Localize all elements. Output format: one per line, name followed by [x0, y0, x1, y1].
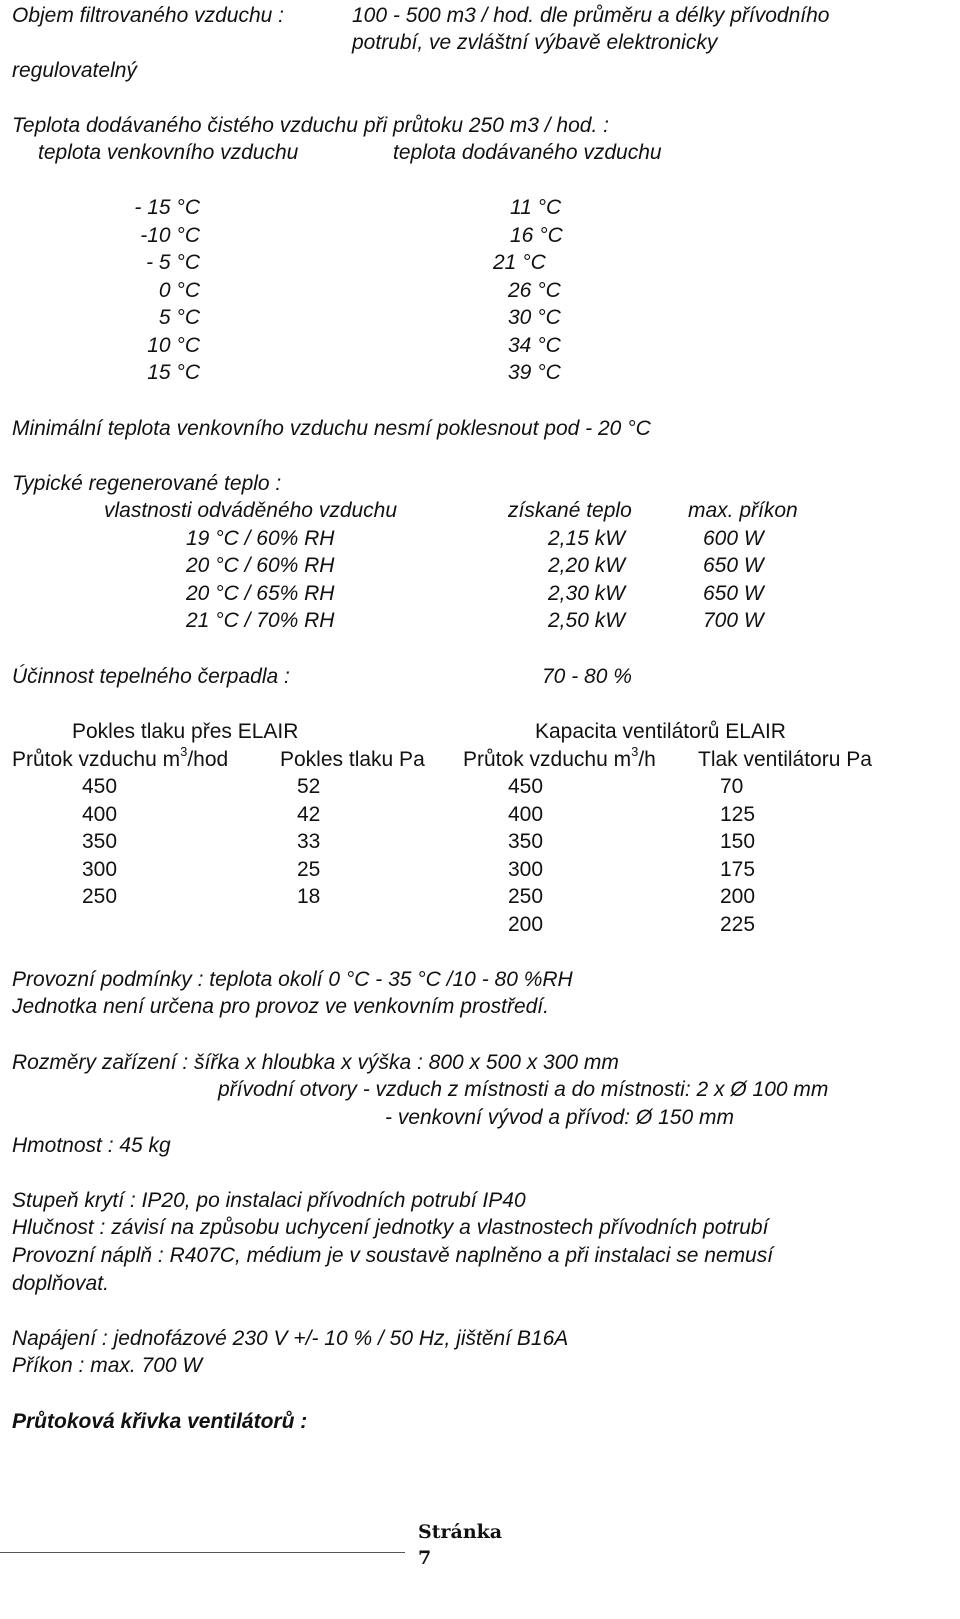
- fan-capacity-title: Kapacita ventilátorů ELAIR: [535, 720, 786, 743]
- airflow-cell: 400: [82, 803, 118, 826]
- dimensions-line: Rozměry zařízení : šířka x hloubka x výška : 800 x 500 x 300 mm: [12, 1051, 619, 1074]
- recovered-heat-cell: 2,30 kW: [548, 582, 626, 605]
- outdoor-temp-cell: 15 °C: [147, 361, 200, 384]
- airflow-cell: 300: [82, 858, 118, 881]
- fan-pressure-cell: 175: [720, 858, 756, 881]
- pressure-drop-cell: 25: [297, 858, 321, 881]
- fan-airflow-cell: 450: [508, 775, 544, 798]
- filtered-air-value-line3: regulovatelný: [12, 59, 137, 82]
- fan-curve-heading: Průtoková křivka ventilátorů :: [12, 1410, 308, 1433]
- exhaust-props-cell: 21 °C / 70% RH: [186, 609, 335, 632]
- footer-divider: [0, 1552, 405, 1553]
- ip-rating-line: Stupeň krytí : IP20, po instalaci přívodních potrubí IP40: [12, 1189, 526, 1212]
- col-supply-temp: teplota dodávaného vzduchu: [393, 141, 662, 164]
- col-outdoor-temp: teplota venkovního vzduchu: [38, 141, 299, 164]
- max-power-cell: 650 W: [703, 582, 764, 605]
- outdoor-temp-cell: -10 °C: [140, 224, 200, 247]
- min-temp-note: Minimální teplota venkovního vzduchu nesmí poklesnout pod - 20 °C: [12, 417, 651, 440]
- efficiency-value: 70 - 80 %: [542, 665, 632, 688]
- supply-temp-cell: 39 °C: [508, 361, 561, 384]
- fan-pressure-cell: 150: [720, 830, 756, 853]
- fan-pressure-cell: 70: [720, 775, 744, 798]
- filtered-air-value-line1: 100 - 500 m3 / hod. dle průměru a délky přívodního: [352, 4, 830, 27]
- recovered-heat-cell: 2,15 kW: [548, 527, 626, 550]
- filtered-air-label: Objem filtrovaného vzduchu :: [12, 4, 284, 27]
- recovered-heat-cell: 2,20 kW: [548, 554, 626, 577]
- page-label: Stránka: [418, 1521, 503, 1543]
- pressure-drop-title: Pokles tlaku přes ELAIR: [72, 720, 299, 743]
- fan-airflow-cell: 400: [508, 803, 544, 826]
- pressure-drop-cell: 42: [297, 803, 321, 826]
- fan-pressure-cell: 200: [720, 885, 756, 908]
- outdoor-temp-cell: 10 °C: [147, 334, 200, 357]
- supply-temp-cell: 16 °C: [510, 224, 563, 247]
- outdoor-temp-cell: - 5 °C: [146, 251, 200, 274]
- col-exhaust-props: vlastnosti odváděného vzduchu: [104, 499, 398, 522]
- outdoor-temp-cell: 5 °C: [158, 306, 200, 329]
- pressure-drop-cell: 33: [297, 830, 321, 853]
- supply-temp-cell: 21 °C: [493, 251, 546, 274]
- airflow-cell: 350: [82, 830, 118, 853]
- refrigerant-line-2: doplňovat.: [12, 1272, 109, 1295]
- outdoor-use-note: Jednotka není určena pro provoz ve venkovním prostředí.: [12, 995, 549, 1018]
- page-number: 7: [418, 1547, 432, 1569]
- outdoor-temp-cell: 0 °C: [158, 279, 200, 302]
- max-power-cell: 600 W: [703, 527, 764, 550]
- recovered-heat-cell: 2,50 kW: [548, 609, 626, 632]
- col-max-power: max. příkon: [688, 499, 798, 522]
- col-airflow-hod: Průtok vzduchu $m^3$/hod: [12, 744, 229, 771]
- col-airflow-h: Průtok vzduchu $m^3/h$: [463, 744, 656, 771]
- pressure-drop-cell: 52: [297, 775, 321, 798]
- exhaust-props-cell: 20 °C / 60% RH: [186, 554, 335, 577]
- noise-line: Hlučnost : závisí na způsobu uchycení jednotky a vlastnostech přívodních potrubí: [12, 1216, 769, 1239]
- exhaust-props-cell: 19 °C / 60% RH: [186, 527, 335, 550]
- supply-temp-cell: 11 °C: [510, 196, 562, 219]
- fan-airflow-cell: 250: [508, 885, 544, 908]
- airflow-cell: 450: [82, 775, 118, 798]
- fan-pressure-cell: 225: [720, 913, 756, 936]
- outdoor-temp-cell: - 15 °C: [134, 196, 200, 219]
- ports-line: přívodní otvory - vzduch z místnosti a do místnosti: 2 x Ø 100 mm: [218, 1078, 829, 1101]
- weight-line: Hmotnost : 45 kg: [12, 1134, 171, 1157]
- regen-heat-title: Typické regenerované teplo :: [12, 472, 282, 495]
- outdoor-ports-line: - venkovní vývod a přívod: Ø 150 mm: [385, 1106, 734, 1129]
- col-recovered-heat: získané teplo: [508, 499, 632, 522]
- efficiency-label: Účinnost tepelného čerpadla :: [12, 665, 290, 688]
- pressure-drop-cell: 18: [297, 885, 321, 908]
- exhaust-props-cell: 20 °C / 65% RH: [186, 582, 335, 605]
- fan-pressure-cell: 125: [720, 803, 756, 826]
- max-power-cell: 700 W: [703, 609, 764, 632]
- col-fan-pressure: Tlak ventilátoru Pa: [698, 748, 872, 771]
- fan-airflow-cell: 300: [508, 858, 544, 881]
- col-pressure-drop: Pokles tlaku Pa: [280, 748, 425, 771]
- airflow-cell: 250: [82, 885, 118, 908]
- supply-temp-title: Teplota dodávaného čistého vzduchu při průtoku 250 m3 / hod. :: [12, 114, 609, 137]
- refrigerant-line: Provozní náplň : R407C, médium je v soustavě naplněno a při instalaci se nemusí: [12, 1244, 774, 1267]
- supply-temp-cell: 30 °C: [508, 306, 561, 329]
- filtered-air-value-line2: potrubí, ve zvláštní výbavě elektronicky: [352, 31, 718, 54]
- power-input-line: Příkon : max. 700 W: [12, 1354, 203, 1377]
- power-supply-line: Napájení : jednofázové 230 V +/- 10 % / 50 Hz, jištění B16A: [12, 1327, 569, 1350]
- fan-airflow-cell: 200: [508, 913, 544, 936]
- supply-temp-cell: 26 °C: [508, 279, 561, 302]
- operating-conditions: Provozní podmínky : teplota okolí 0 °C - 35 °C /10 - 80 %RH: [12, 968, 573, 991]
- supply-temp-cell: 34 °C: [508, 334, 561, 357]
- fan-airflow-cell: 350: [508, 830, 544, 853]
- max-power-cell: 650 W: [703, 554, 764, 577]
